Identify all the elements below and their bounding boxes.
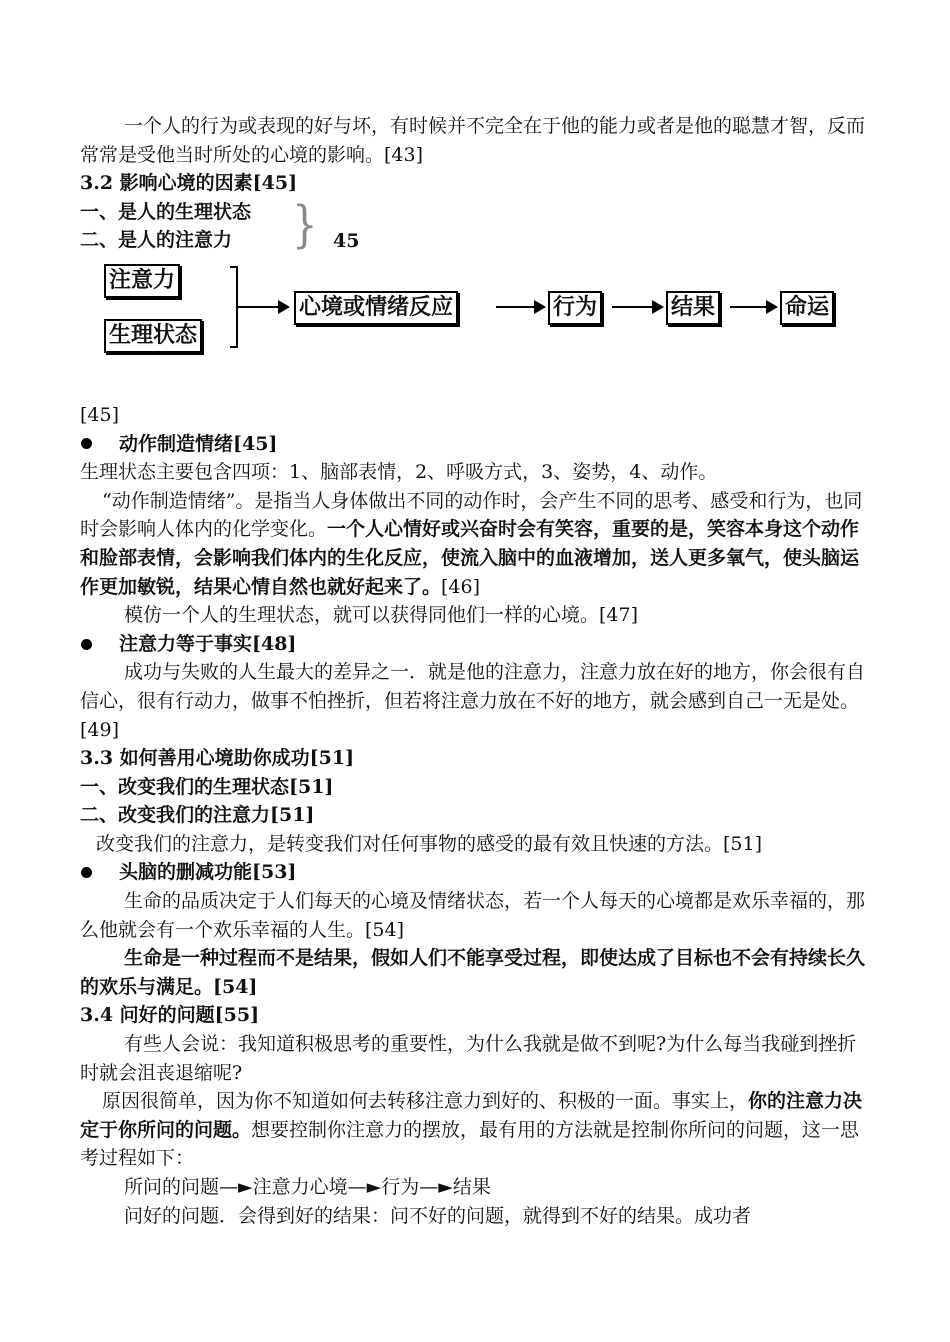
arrow-icon: —► [347, 1176, 382, 1198]
paragraph-some-say: 有些人会说：我知道积极思考的重要性，为什么我就是做不到呢?为什么每当我碰到挫折时就会沮丧退缩呢? [80, 1033, 857, 1084]
text-normal: “动作制造情绪”。是指当人身体做出不同的动作时，会产生不同的思考、感受和行为，也同时会影响人体内的化学变化。 [80, 489, 863, 541]
diagram-reference: [45] [80, 403, 120, 426]
flow-step-result: 结果 [452, 1176, 491, 1198]
paragraph-life-process: 生命是一种过程而不是结果，假如人们不能享受过程，即使达成了目标也不会有持续长久的欢乐与满足。[54] [80, 947, 866, 998]
factor-list [80, 198, 875, 255]
flow-step-attention: 注意力心境 [252, 1176, 348, 1198]
box-mood: 心境或情绪反应 [294, 291, 458, 325]
paragraph-good-questions: 问好的问题．会得到好的结果：问不好的问题，就得到不好的结果。成功者 [124, 1204, 752, 1227]
section-heading-3-4: 3.4 问好的问题[55] [80, 1004, 260, 1027]
bullet-attention-fact [80, 630, 875, 659]
text-reference: [46] [441, 575, 481, 598]
paragraph-life-quality: 生命的品质决定于人们每天的心境及情绪状态，若一个人每天的心境都是欢乐幸福的，那么他就会有一个欢乐幸福的人生。[54] [80, 890, 866, 941]
arrow-icon: —► [219, 1176, 253, 1198]
factor-physiology: 一、是人的生理状态 [80, 200, 252, 223]
box-physiology: 生理状态 [104, 319, 202, 353]
bracket-icon [230, 266, 238, 348]
text-bold: 一个人心情好或兴奋时会有笑容，重要的是，笑容本身这个动作和脸部表情，会影响我们体内的生化反应，使流入脑中的血液增加，送人更多氧气，使头脑运作更加敏锐，结果心情自然也就好起来了。 [80, 518, 860, 598]
brace-icon: } [292, 196, 318, 254]
subheading-physiology: 一、改变我们的生理状态[51] [80, 775, 334, 798]
arrow-icon [496, 306, 544, 308]
bullet-heading: 头脑的删减功能[53] [119, 861, 297, 884]
box-result: 结果 [666, 291, 720, 325]
subheading-attention: 二、改变我们的注意力[51] [80, 804, 315, 827]
paragraph-reason [80, 1087, 875, 1173]
paragraph-imitate: 模仿一个人的生理状态，就可以获得同他们一样的心境。[47] [124, 604, 639, 627]
text-normal: 原因很简单，因为你不知道如何去转移注意力到好的、积极的一面。事实上， [102, 1090, 749, 1113]
paragraph-physiology: 生理状态主要包含四项：1、脑部表情，2、呼吸方式，3、姿势，4、动作。 [80, 461, 718, 484]
brace-reference: 45 [333, 229, 360, 252]
flow-step-behavior: 行为 [381, 1176, 420, 1198]
mood-flow-diagram [80, 261, 875, 401]
arrow-icon: —► [419, 1176, 453, 1198]
section-heading-3-2: 3.2 影响心境的因素[45] [80, 172, 298, 195]
paragraph-action-emotion [80, 487, 875, 601]
bullet-dot-icon [81, 867, 92, 878]
box-fate: 命运 [780, 291, 834, 325]
paragraph-intro: 一个人的行为或表现的好与坏，有时候并不完全在于他的能力或者是他的聪慧才智，反而常常是受他当时所处的心境的影响。[43] [80, 115, 866, 166]
paragraph-success-failure: 成功与失败的人生最大的差异之一．就是他的注意力，注意力放在好的地方，你会很有自信心，很有行动力，做事不怕挫折，但若将注意力放在不好的地方，就会感到自己一无是处。[49] [80, 661, 866, 741]
arrow-icon [730, 306, 776, 308]
bullet-action-emotion [80, 430, 875, 459]
flow-step-question: 所问的问题 [124, 1176, 220, 1198]
box-attention: 注意力 [104, 264, 180, 298]
factor-attention: 二、是人的注意力 [80, 229, 233, 252]
bullet-brain-deletion [80, 858, 875, 887]
arrow-icon [238, 306, 288, 308]
bullet-heading: 注意力等于事实[48] [119, 632, 297, 655]
paragraph-change-attention: 改变我们的注意力，是转变我们对任何事物的感受的最有效且快速的方法。[51] [96, 832, 763, 855]
section-heading-3-3: 3.3 如何善用心境助你成功[51] [80, 747, 355, 770]
text-normal: 想要控制你注意力的摆放，最有用的方法就是控制你所问的问题，这一思考过程如下： [80, 1118, 860, 1170]
bullet-heading: 动作制造情绪[45] [119, 432, 278, 455]
document-page [80, 112, 875, 1230]
arrow-icon [612, 306, 662, 308]
text-bold: 你的注意力决定于你所问的问题。 [80, 1090, 863, 1141]
bullet-dot-icon [81, 639, 92, 650]
bullet-dot-icon [81, 438, 92, 449]
thinking-flow [80, 1173, 875, 1202]
box-behavior: 行为 [548, 291, 602, 325]
